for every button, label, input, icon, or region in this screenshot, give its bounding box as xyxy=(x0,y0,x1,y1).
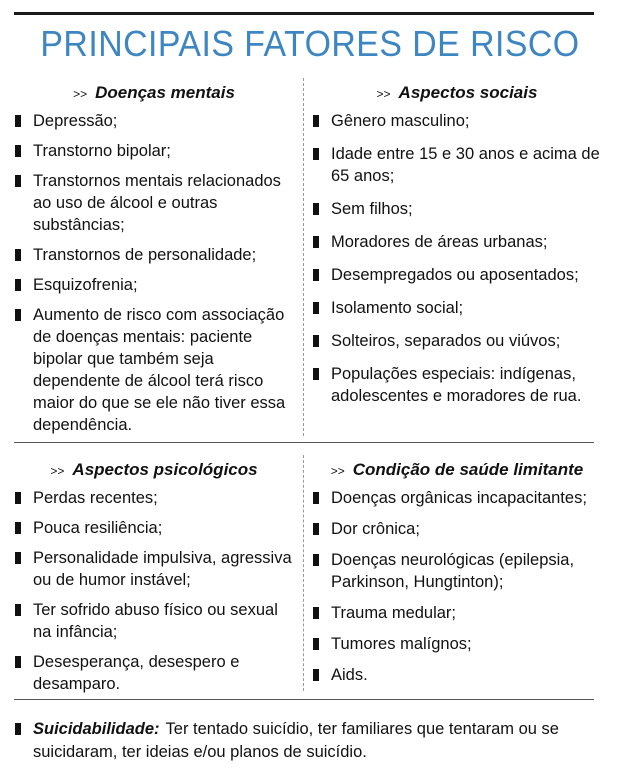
list-item-text: Transtornos de personalidade; xyxy=(33,246,257,264)
list-item-text: Ter sofrido abuso físico ou sexual na infância; xyxy=(33,601,278,641)
list-item-text: Gênero masculino; xyxy=(331,112,470,130)
page-title: PRINCIPAIS FATORES DE RISCO xyxy=(40,23,580,64)
bullet-icon xyxy=(313,203,319,215)
list-item-text: Moradores de áreas urbanas; xyxy=(331,233,548,251)
list-item xyxy=(14,244,294,266)
section-heading-text: Aspectos psicológicos xyxy=(72,460,258,479)
section-heading xyxy=(14,80,294,106)
risk-list xyxy=(312,487,602,686)
list-item xyxy=(312,143,602,187)
list-item-text: Perdas recentes; xyxy=(33,489,158,507)
list-item-text: Pouca resiliência; xyxy=(33,519,163,537)
risk-list xyxy=(14,487,294,695)
bullet-icon xyxy=(313,638,319,650)
bullet-icon xyxy=(15,115,21,127)
list-item-text: Solteiros, separados ou viúvos; xyxy=(331,332,561,350)
bullet-icon xyxy=(313,148,319,160)
list-item xyxy=(14,274,294,296)
bullet-icon xyxy=(15,723,21,735)
section-heading xyxy=(14,457,294,483)
section-aspectos-sociais xyxy=(312,80,602,418)
bullet-icon xyxy=(15,309,21,321)
bullet-icon xyxy=(313,669,319,681)
section-aspectos-psicologicos xyxy=(14,457,294,703)
list-item-text: Isolamento social; xyxy=(331,299,464,317)
bullet-icon xyxy=(313,607,319,619)
section-heading xyxy=(312,80,602,106)
list-item xyxy=(312,264,602,286)
list-item xyxy=(312,664,602,686)
list-item xyxy=(312,297,602,319)
list-item xyxy=(312,602,602,624)
footer-label: Suicidabilidade: xyxy=(33,720,160,738)
bullet-icon xyxy=(313,115,319,127)
list-item-text: Doenças neurológicas (epilepsia, Parkinson, Hungtinton); xyxy=(331,551,575,591)
list-item xyxy=(312,363,602,407)
section-condicao-saude-limitante xyxy=(312,457,602,695)
section-heading-text: Doenças mentais xyxy=(95,83,235,102)
list-item xyxy=(14,170,294,236)
list-item xyxy=(14,140,294,162)
list-item xyxy=(14,487,294,509)
list-item-text: Populações especiais: indígenas, adolescentes e moradores de rua. xyxy=(331,365,582,405)
list-item-text: Esquizofrenia; xyxy=(33,276,138,294)
column-divider-bottom xyxy=(303,455,304,691)
list-item xyxy=(14,547,294,591)
footer-suicidabilidade xyxy=(14,718,604,764)
list-item xyxy=(14,110,294,132)
bullet-icon xyxy=(15,279,21,291)
list-item-text: Tumores malígnos; xyxy=(331,635,472,653)
bullet-icon xyxy=(15,552,21,564)
bullet-icon xyxy=(15,656,21,668)
list-item xyxy=(312,633,602,655)
list-item-text: Desesperança, desespero e desamparo. xyxy=(33,653,240,693)
double-chevron-icon: >> xyxy=(50,464,65,478)
list-item-text: Aids. xyxy=(331,666,368,684)
double-chevron-icon: >> xyxy=(73,87,88,101)
footer-text: Ter tentado suicídio, ter familiares que tentaram ou se suicidaram, ter ideias e/ou planos de suicídio. xyxy=(33,720,559,761)
list-item xyxy=(312,549,602,593)
list-item-text: Depressão; xyxy=(33,112,118,130)
list-item-text: Sem filhos; xyxy=(331,200,413,218)
list-item xyxy=(312,330,602,352)
bullet-icon xyxy=(15,522,21,534)
bullet-icon xyxy=(313,523,319,535)
list-item-text: Aumento de risco com associação de doenças mentais: paciente bipolar que também seja dependente de álcool terá risco maior do que se ele não tiver essa dependência. xyxy=(33,306,286,434)
list-item xyxy=(312,198,602,220)
list-item-text: Transtornos mentais relacionados ao uso de álcool e outras substâncias; xyxy=(33,172,281,234)
list-item xyxy=(14,304,294,436)
top-rule xyxy=(14,12,594,15)
list-item-text: Dor crônica; xyxy=(331,520,420,538)
bullet-icon xyxy=(15,145,21,157)
list-item-text: Desempregados ou aposentados; xyxy=(331,266,579,284)
list-item xyxy=(312,110,602,132)
bullet-icon xyxy=(313,269,319,281)
list-item-text: Personalidade impulsiva, agressiva ou de humor instável; xyxy=(33,549,292,589)
list-item-text: Idade entre 15 e 30 anos e acima de 65 anos; xyxy=(331,145,600,185)
list-item xyxy=(14,599,294,643)
list-item xyxy=(312,231,602,253)
risk-list xyxy=(14,110,294,436)
bullet-icon xyxy=(15,492,21,504)
section-doencas-mentais xyxy=(14,80,294,444)
double-chevron-icon: >> xyxy=(376,87,391,101)
column-divider-top xyxy=(303,78,304,436)
bullet-icon xyxy=(313,492,319,504)
bullet-icon xyxy=(313,236,319,248)
list-item-text: Transtorno bipolar; xyxy=(33,142,171,160)
list-item xyxy=(312,518,602,540)
list-item xyxy=(312,487,602,509)
bullet-icon xyxy=(15,175,21,187)
section-heading xyxy=(312,457,602,483)
list-item-text: Trauma medular; xyxy=(331,604,457,622)
bullet-icon xyxy=(15,604,21,616)
bullet-icon xyxy=(313,554,319,566)
section-heading-text: Aspectos sociais xyxy=(398,83,538,102)
bullet-icon xyxy=(313,335,319,347)
section-heading-text: Condição de saúde limitante xyxy=(352,460,584,479)
bullet-icon xyxy=(313,302,319,314)
risk-list xyxy=(312,110,602,407)
bullet-icon xyxy=(15,249,21,261)
bullet-icon xyxy=(313,368,319,380)
list-item xyxy=(14,651,294,695)
list-item-text: Doenças orgânicas incapacitantes; xyxy=(331,489,587,507)
list-item xyxy=(14,517,294,539)
double-chevron-icon: >> xyxy=(330,464,345,478)
